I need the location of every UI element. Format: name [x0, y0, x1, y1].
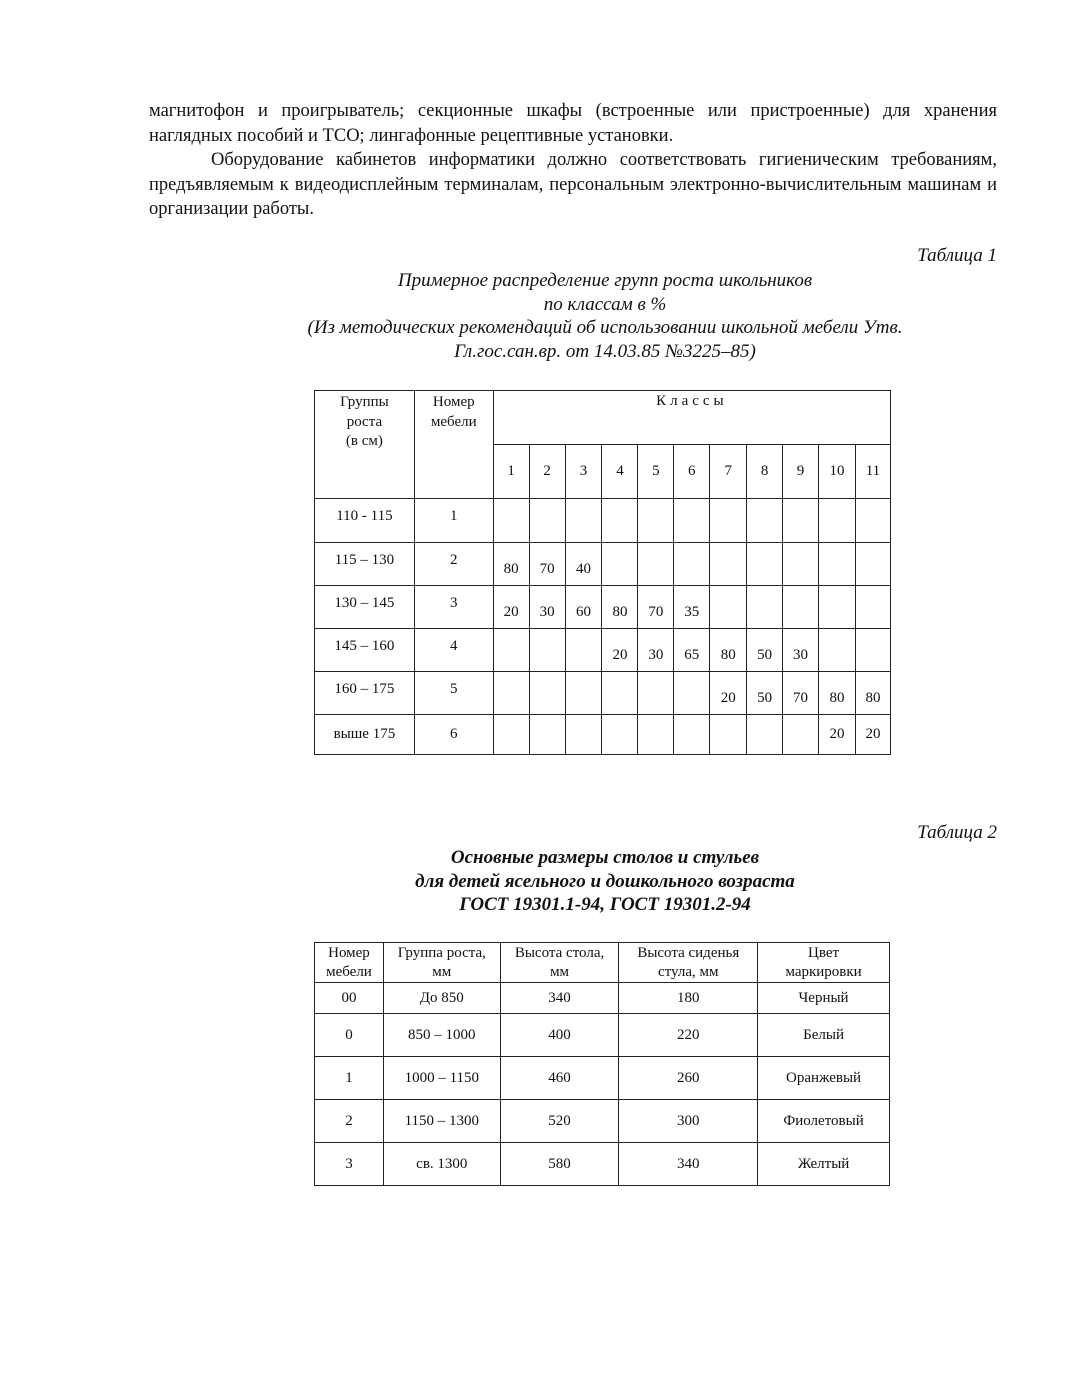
height-group-cell: 160 – 175: [315, 672, 415, 715]
table-cell: Черный: [758, 983, 890, 1014]
furniture-number-cell: 6: [414, 715, 493, 755]
class-number-cell: 2: [529, 445, 565, 499]
height-distribution-table: [314, 390, 891, 755]
percent-cell: [638, 672, 674, 715]
table1-label: Таблица 1: [917, 245, 997, 266]
table-cell: Белый: [758, 1014, 890, 1057]
table1-caption: [250, 269, 960, 363]
percent-cell: [493, 499, 529, 543]
table-cell: 850 – 1000: [383, 1014, 500, 1057]
column-header-line: маркировки: [785, 963, 862, 980]
percent-cell: [638, 499, 674, 543]
percent-cell: [855, 543, 890, 586]
table-row: [315, 543, 891, 586]
table-row: [315, 1143, 890, 1186]
header-height-group-line: роста: [346, 413, 383, 430]
furniture-number-cell: 3: [414, 586, 493, 629]
table-cell: 220: [619, 1014, 758, 1057]
table-cell: 580: [500, 1143, 619, 1186]
header-furniture-line: Номер: [432, 394, 475, 410]
table-row: [315, 499, 891, 543]
table-cell: 340: [500, 983, 619, 1014]
header-furniture-number: [414, 391, 493, 499]
percent-cell: 80: [710, 629, 747, 672]
header-height-group: [315, 391, 415, 499]
column-header: [315, 943, 384, 983]
percent-cell: [529, 499, 565, 543]
intro-paragraph-1: магнитофон и проигрыватель; секционные шкафы (встроенные или пристроенные) для хранения наглядных пособий и ТСО; лингафонные рецептивные установки.: [149, 101, 997, 146]
column-header-line: Цвет: [808, 944, 840, 961]
percent-cell: [638, 543, 674, 586]
table-cell: 3: [315, 1143, 384, 1186]
percent-cell: [529, 715, 565, 755]
percent-cell: [710, 586, 747, 629]
table2-caption-line: Основные размеры столов и стульев: [450, 847, 760, 868]
table-cell: 400: [500, 1014, 619, 1057]
table2-caption-line: для детей ясельного и дошкольного возраста: [415, 870, 795, 892]
percent-cell: [602, 543, 638, 586]
percent-cell: 40: [565, 543, 602, 586]
percent-cell: [602, 499, 638, 543]
table-cell: 520: [500, 1100, 619, 1143]
percent-cell: [565, 715, 602, 755]
table1-caption-line: Гл.гос.сан.вр. от 14.03.85 №3225–85): [454, 340, 756, 362]
percent-cell: [529, 629, 565, 672]
table2-caption: [300, 846, 910, 917]
furniture-number-cell: 4: [414, 629, 493, 672]
percent-cell: 30: [638, 629, 674, 672]
percent-cell: 70: [783, 672, 819, 715]
percent-cell: [493, 629, 529, 672]
table-cell: 1000 – 1150: [383, 1057, 500, 1100]
percent-cell: 80: [602, 586, 638, 629]
percent-cell: 35: [674, 586, 710, 629]
percent-cell: 50: [747, 672, 783, 715]
table-row: [315, 629, 891, 672]
percent-cell: [747, 586, 783, 629]
column-header-line: Группа роста,: [397, 944, 486, 961]
percent-cell: [602, 672, 638, 715]
percent-cell: [674, 715, 710, 755]
table-cell: 340: [619, 1143, 758, 1186]
percent-cell: 50: [747, 629, 783, 672]
percent-cell: [855, 629, 890, 672]
column-header-line: мм: [550, 963, 570, 980]
table-cell: Фиолетовый: [758, 1100, 890, 1143]
percent-cell: [855, 499, 890, 543]
table-cell: 1150 – 1300: [383, 1100, 500, 1143]
percent-cell: 20: [602, 629, 638, 672]
table-cell: 00: [315, 983, 384, 1014]
height-group-cell: 110 - 115: [315, 499, 415, 543]
percent-cell: [747, 499, 783, 543]
height-group-cell: 145 – 160: [315, 629, 415, 672]
table-cell: 300: [619, 1100, 758, 1143]
height-group-cell: 115 – 130: [315, 543, 415, 586]
class-number-cell: 6: [674, 445, 710, 499]
percent-cell: 60: [565, 586, 602, 629]
table-cell: 1: [315, 1057, 384, 1100]
percent-cell: [674, 499, 710, 543]
percent-cell: [638, 715, 674, 755]
intro-paragraph-2: Оборудование кабинетов информатики должно соответствовать гигиеническим требованиям, предъявляемым к видеодисплейным терминалам, персональным электронно-вычислительным машинам и организации работы.: [149, 150, 997, 219]
percent-cell: [855, 586, 890, 629]
column-header: [619, 943, 758, 983]
table-row: [315, 1057, 890, 1100]
percent-cell: 80: [855, 672, 890, 715]
class-number-cell: 4: [602, 445, 638, 499]
table-cell: До 850: [383, 983, 500, 1014]
percent-cell: [819, 629, 856, 672]
class-number-cell: 11: [855, 445, 890, 499]
percent-cell: [819, 543, 856, 586]
table-cell: 260: [619, 1057, 758, 1100]
percent-cell: 20: [710, 672, 747, 715]
percent-cell: [783, 586, 819, 629]
table2-label: Таблица 2: [917, 822, 997, 843]
percent-cell: [602, 715, 638, 755]
table1-caption-line: Примерное распределение групп роста школьников: [397, 270, 813, 291]
column-header-line: Номер: [328, 944, 370, 961]
percent-cell: [819, 499, 856, 543]
table-cell: 2: [315, 1100, 384, 1143]
table-cell: Оранжевый: [758, 1057, 890, 1100]
table-row: [315, 1100, 890, 1143]
table-cell: 460: [500, 1057, 619, 1100]
percent-cell: [783, 499, 819, 543]
column-header-line: мебели: [326, 963, 372, 980]
table-cell: 180: [619, 983, 758, 1014]
class-number-cell: 1: [493, 445, 529, 499]
class-number-cell: 7: [710, 445, 747, 499]
percent-cell: 80: [819, 672, 856, 715]
header-height-group-line: Группы: [340, 394, 389, 410]
percent-cell: 20: [493, 586, 529, 629]
percent-cell: 65: [674, 629, 710, 672]
percent-cell: [710, 543, 747, 586]
percent-cell: [529, 672, 565, 715]
percent-cell: 20: [819, 715, 856, 755]
percent-cell: 20: [855, 715, 890, 755]
table1-caption-line: (Из методических рекомендаций об использовании школьной мебели Утв.: [307, 317, 903, 338]
class-number-cell: 9: [783, 445, 819, 499]
percent-cell: 70: [529, 543, 565, 586]
percent-cell: [710, 715, 747, 755]
table-cell: Желтый: [758, 1143, 890, 1186]
percent-cell: 80: [493, 543, 529, 586]
furniture-number-cell: 1: [414, 499, 493, 543]
table-row: [315, 586, 891, 629]
percent-cell: [565, 499, 602, 543]
furniture-number-cell: 2: [414, 543, 493, 586]
header-furniture-line: мебели: [430, 413, 477, 430]
percent-cell: 30: [783, 629, 819, 672]
table-cell: 0: [315, 1014, 384, 1057]
header-height-group-line: (в см): [345, 433, 383, 449]
column-header-line: мм: [432, 963, 452, 980]
column-header-line: Высота стола,: [514, 944, 605, 961]
header-classes: Классы: [493, 391, 890, 445]
table-row: [315, 672, 891, 715]
percent-cell: [783, 715, 819, 755]
table1-caption-line: по классам в %: [543, 293, 667, 315]
percent-cell: [565, 672, 602, 715]
furniture-sizes-table: [314, 942, 890, 1186]
percent-cell: [710, 499, 747, 543]
furniture-number-cell: 5: [414, 672, 493, 715]
percent-cell: [674, 543, 710, 586]
column-header: [758, 943, 890, 983]
percent-cell: [783, 543, 819, 586]
column-header-line: стула, мм: [658, 963, 719, 980]
class-number-cell: 5: [638, 445, 674, 499]
percent-cell: [747, 715, 783, 755]
class-number-cell: 8: [747, 445, 783, 499]
table-row: [315, 983, 890, 1014]
column-header: [500, 943, 619, 983]
percent-cell: [565, 629, 602, 672]
height-group-cell: выше 175: [315, 715, 415, 755]
percent-cell: [493, 672, 529, 715]
height-group-cell: 130 – 145: [315, 586, 415, 629]
percent-cell: [819, 586, 856, 629]
percent-cell: 70: [638, 586, 674, 629]
table2-caption-line: ГОСТ 19301.1-94, ГОСТ 19301.2-94: [459, 894, 751, 915]
percent-cell: 30: [529, 586, 565, 629]
table-row: [315, 715, 891, 755]
percent-cell: [674, 672, 710, 715]
percent-cell: [493, 715, 529, 755]
column-header: [383, 943, 500, 983]
column-header-line: Высота сиденья: [637, 944, 740, 961]
class-number-cell: 10: [819, 445, 856, 499]
class-number-cell: 3: [565, 445, 602, 499]
table-row: [315, 1014, 890, 1057]
table-cell: св. 1300: [383, 1143, 500, 1186]
percent-cell: [747, 543, 783, 586]
